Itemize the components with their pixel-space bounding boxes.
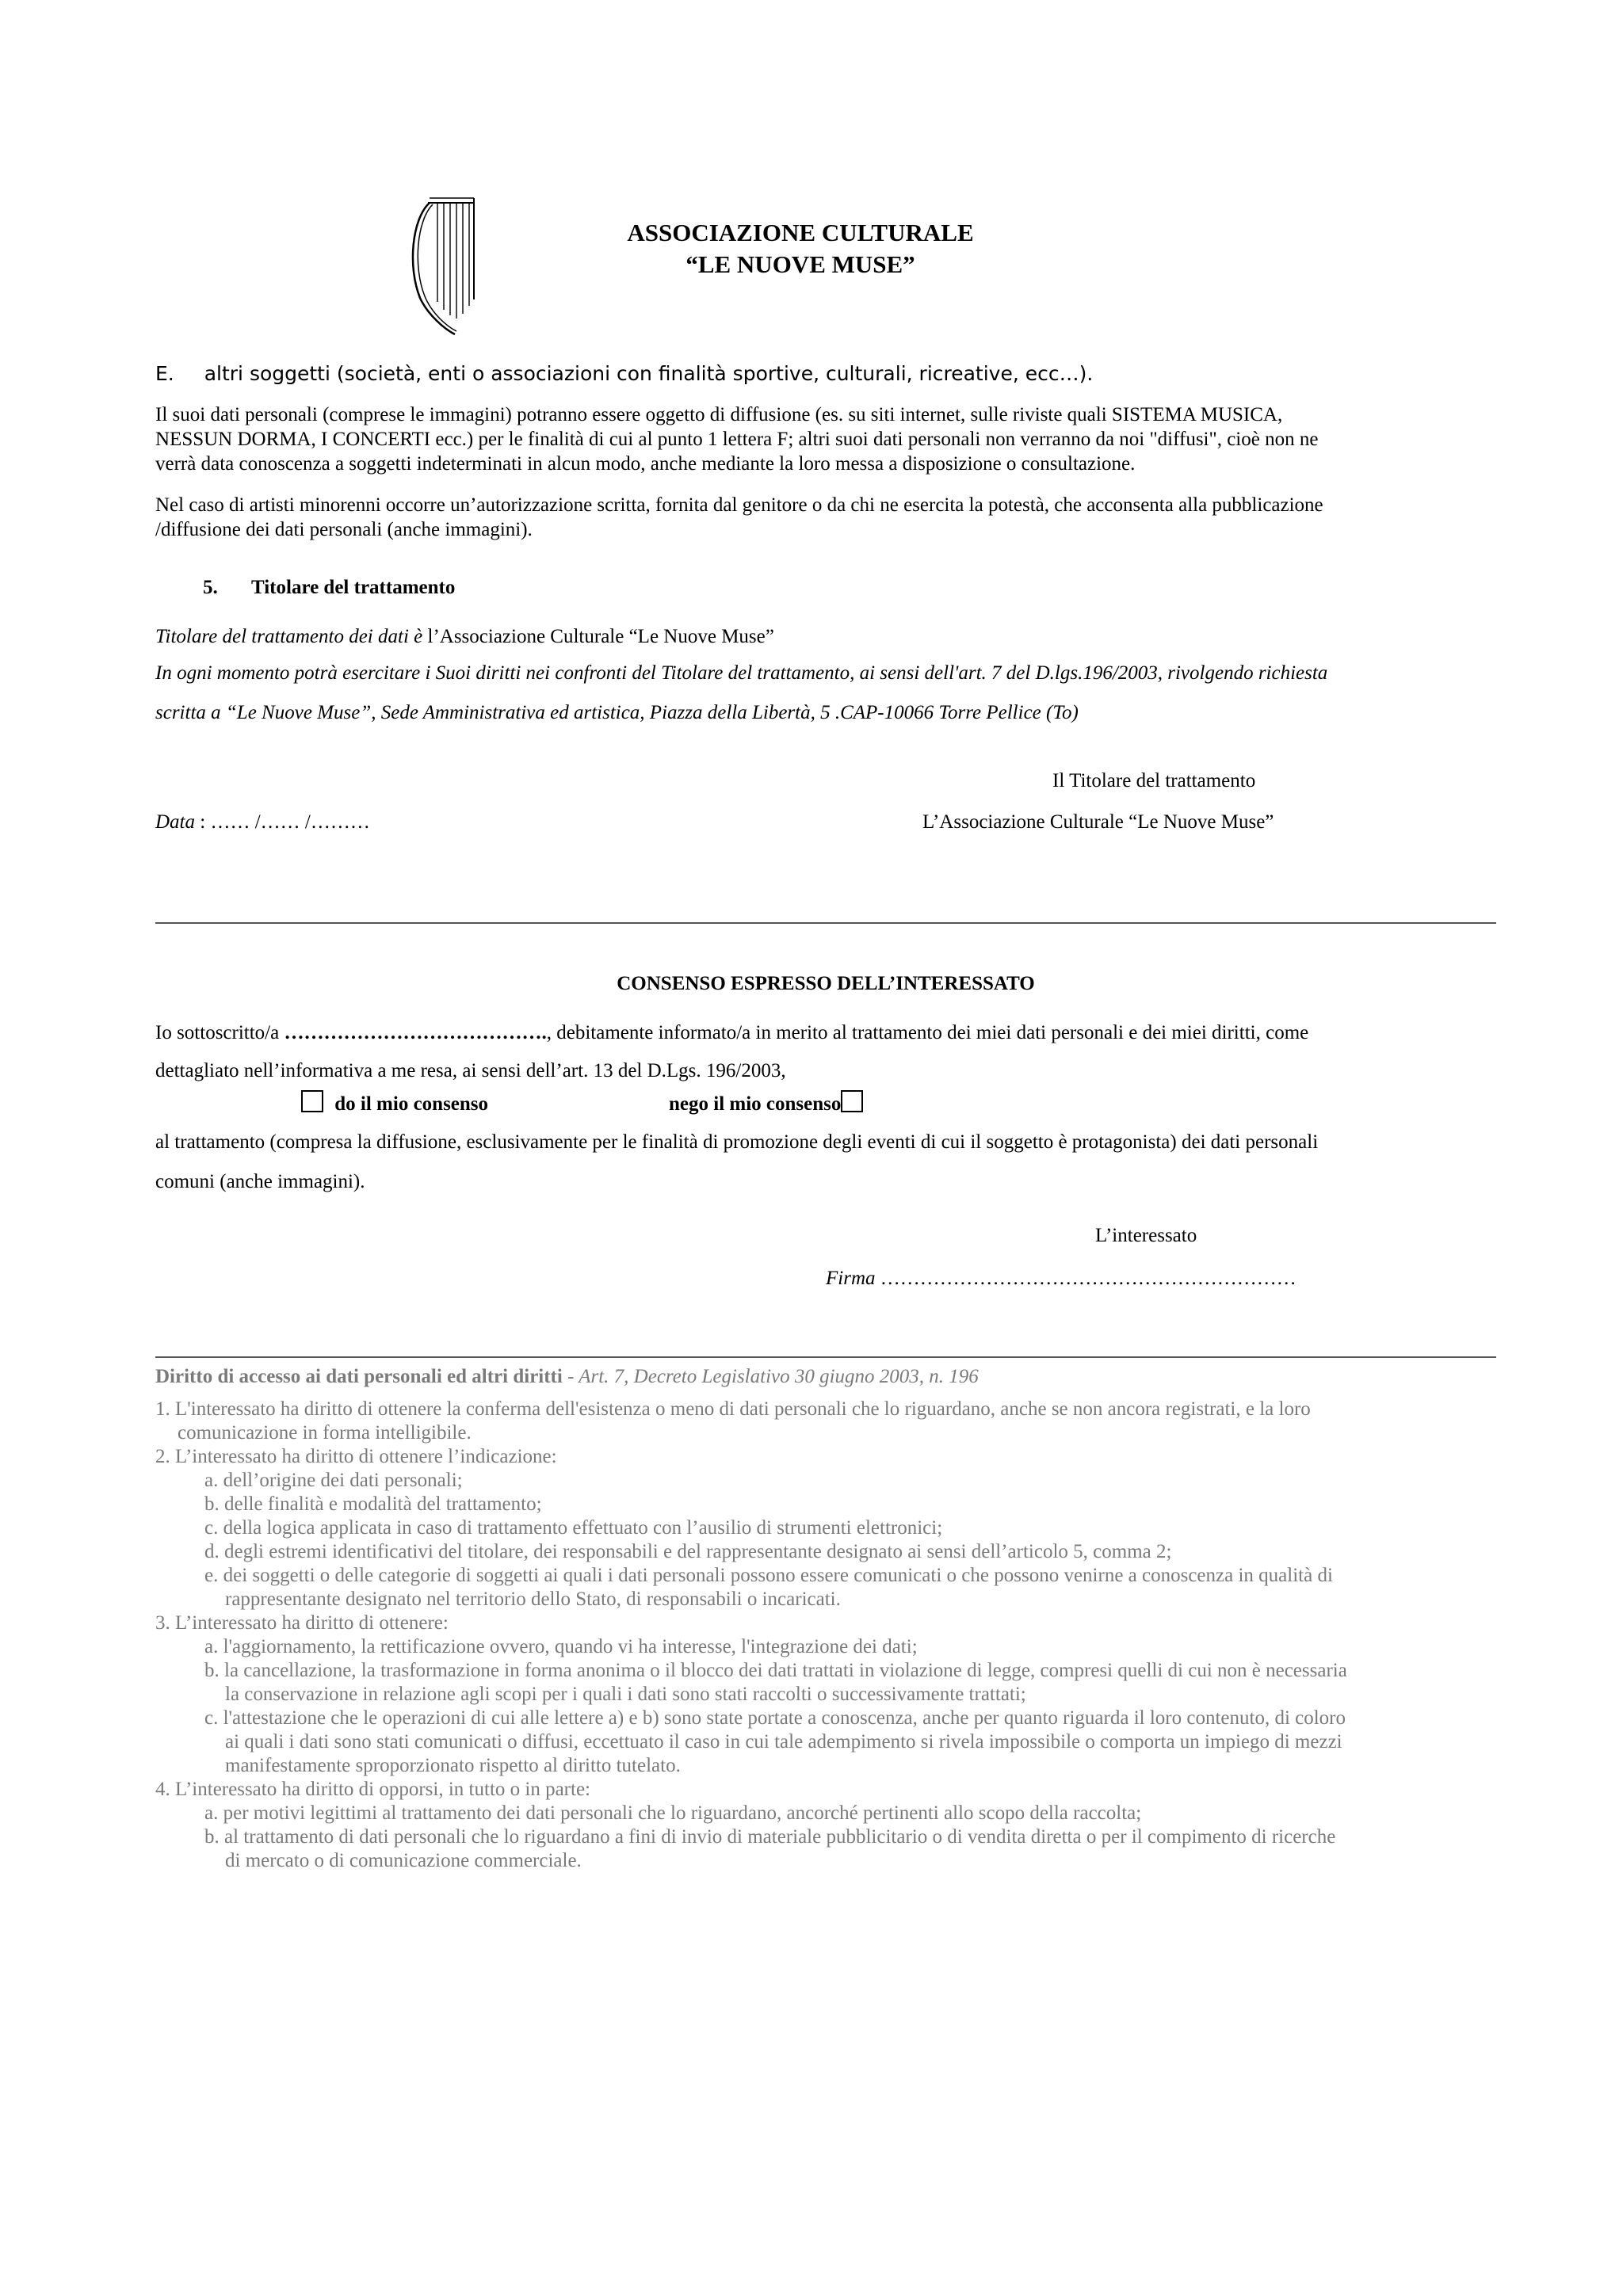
list-item: 3. L’interessato ha diritto di ottenere: <box>155 1612 449 1634</box>
firma-dots[interactable]: ……………………………………………………… <box>875 1268 1296 1289</box>
section-5-number: 5. <box>203 577 218 598</box>
section-5-heading <box>203 575 455 600</box>
section-5-line-3: scritta a “Le Nuove Muse”, Sede Amministrativa ed artistica, Piazza della Libertà, 5 .CAP-10066 Torre Pellice (To) <box>155 702 1079 723</box>
date-label: Data <box>155 811 195 833</box>
paragraph-line: verrà data conoscenza a soggetti indeterminati in alcun modo, anche mediante la loro messa a disposizione o consultazione. <box>155 453 1136 475</box>
section-5-line-2: In ogni momento potrà esercitare i Suoi diritti nei confronti del Titolare del trattamento, ai sensi dell'art. 7 del D.lgs.196/2003, rivolgendo richiesta <box>155 662 1328 684</box>
association-signature: L’Associazione Culturale “Le Nuove Muse” <box>922 811 1274 833</box>
rights-heading <box>155 1364 979 1389</box>
consent-no-label: nego il mio consenso <box>669 1093 842 1115</box>
consent-options <box>301 1090 488 1116</box>
list-item: 2. L’interessato ha diritto di ottenere l’indicazione: <box>155 1446 557 1467</box>
association-title <box>555 217 1046 280</box>
paragraph-diffusione <box>155 402 1318 476</box>
list-item: comunicazione in forma intelligibile. <box>178 1422 472 1444</box>
harp-icon <box>406 195 477 336</box>
title-line-2: “LE NUOVE MUSE” <box>685 250 915 278</box>
consent-no-option <box>669 1090 863 1116</box>
list-item: manifestamente sproporzionato rispetto al diritto tutelato. <box>225 1755 681 1776</box>
firma-label: Firma <box>826 1268 876 1289</box>
date-line <box>155 810 370 834</box>
section-e-marker: E. <box>155 362 174 385</box>
consent-no-checkbox[interactable] <box>841 1090 863 1112</box>
list-item: b. delle finalità e modalità del trattamento; <box>204 1493 542 1515</box>
logo <box>406 195 477 336</box>
consent-heading: CONSENSO ESPRESSO DELL’INTERESSATO <box>617 973 1035 994</box>
list-item: 1. L'interessato ha diritto di ottenere la conferma dell'esistenza o meno di dati personali che lo riguardano, anche se non ancora registrati, e la loro <box>155 1398 1311 1420</box>
list-item: c. l'attestazione che le operazioni di cui alle lettere a) e b) sono state portate a conoscenza, anche per quanto riguarda il loro contenuto, di coloro <box>204 1707 1346 1729</box>
section-e <box>155 361 1093 387</box>
consent-intro-rest: , debitamente informato/a in merito al trattamento dei miei dati personali e dei miei diritti, come <box>546 1022 1309 1043</box>
divider-1 <box>155 922 1496 924</box>
list-item: a. l'aggiornamento, la rettificazione ovvero, quando vi ha interesse, l'integrazione dei dati; <box>204 1636 918 1657</box>
consent-intro-prefix: Io sottoscritto/a <box>155 1022 285 1043</box>
titolare-label: Titolare del trattamento dei dati è <box>155 626 423 647</box>
consent-intro-line-2: dettagliato nell’informativa a me resa, ai sensi dell’art. 13 del D.Lgs. 196/2003, <box>155 1060 786 1081</box>
consent-purpose-line-1: al trattamento (compresa la diffusione, esclusivamente per le finalità di promozione degli eventi di cui il soggetto è protagonista) dei dati personali <box>155 1131 1319 1153</box>
name-dots[interactable]: …………………………………. <box>284 1022 547 1043</box>
titolare-name: l’Associazione Culturale “Le Nuove Muse” <box>422 626 774 647</box>
consent-yes-checkbox[interactable] <box>301 1090 323 1112</box>
paragraph-minorenni <box>155 493 1323 542</box>
consent-yes-label: do il mio consenso <box>334 1093 489 1115</box>
list-item: c. della logica applicata in caso di trattamento effettuato con l’ausilio di strumenti elettronici; <box>204 1517 943 1539</box>
interessato-label: L’interessato <box>1095 1225 1197 1246</box>
section-5-title: Titolare del trattamento <box>251 577 456 598</box>
list-item: d. degli estremi identificativi del titolare, dei responsabili e del rappresentante designato ai sensi dell’articolo 5, comma 2; <box>204 1541 1172 1562</box>
rights-heading-ref: - Art. 7, Decreto Legislativo 30 giugno 2003, n. 196 <box>562 1366 979 1387</box>
list-item: b. al trattamento di dati personali che lo riguardano a fini di invio di materiale pubblicitario o di vendita diretta o per il compimento di ricerche <box>204 1826 1336 1848</box>
consent-intro <box>155 1020 1308 1045</box>
consent-purpose-line-2: comuni (anche immagini). <box>155 1171 365 1192</box>
list-item: di mercato o di comunicazione commerciale. <box>225 1850 582 1871</box>
list-item: la conservazione in relazione agli scopi per i quali i dati sono stati raccolti o successivamente trattati; <box>225 1684 1026 1705</box>
list-item: 4. L’interessato ha diritto di opporsi, in tutto o in parte: <box>155 1779 590 1800</box>
paragraph-line: Nel caso di artisti minorenni occorre un’autorizzazione scritta, fornita dal genitore o da chi ne esercita la potestà, che acconsenta alla pubblicazione <box>155 494 1323 516</box>
list-item: ai quali i dati sono stati comunicati o diffusi, eccettuato il caso in cui tale adempimento si rivela impossibile o comporta un impiego di mezzi <box>225 1731 1342 1753</box>
list-item: b. la cancellazione, la trasformazione in forma anonima o il blocco dei dati trattati in violazione di legge, compresi quelli di cui non è necessaria <box>204 1660 1347 1681</box>
paragraph-line: Il suoi dati personali (comprese le immagini) potranno essere oggetto di diffusione (es. su siti internet, sulle riviste quali SISTEMA MUSICA, <box>155 404 1283 425</box>
list-item: rappresentante designato nel territorio dello Stato, di responsabili o incaricati. <box>225 1589 841 1610</box>
titolare-signature-title: Il Titolare del trattamento <box>1052 770 1256 791</box>
section-5-line-1 <box>155 624 774 649</box>
paragraph-line: /diffusione dei dati personali (anche immagini). <box>155 519 533 540</box>
divider-2 <box>155 1356 1496 1358</box>
title-line-1: ASSOCIAZIONE CULTURALE <box>627 219 974 246</box>
rights-heading-title: Diritto di accesso ai dati personali ed altri diritti <box>155 1366 563 1387</box>
date-value: : …… /…… /……… <box>195 811 370 833</box>
rights-list <box>155 1398 1347 1873</box>
list-item: a. per motivi legittimi al trattamento dei dati personali che lo riguardano, ancorché pertinenti allo scopo della raccolta; <box>204 1802 1142 1824</box>
signature-line <box>826 1266 1296 1291</box>
list-item: e. dei soggetti o delle categorie di soggetti ai quali i dati personali possono essere comunicati o che possono venirne a conoscenza in qualità di <box>204 1565 1333 1586</box>
section-e-text: altri soggetti (società, enti o associazioni con finalità sportive, culturali, ricreative, ecc…). <box>204 362 1094 385</box>
list-item: a. dell’origine dei dati personali; <box>204 1470 463 1491</box>
paragraph-line: NESSUN DORMA, I CONCERTI ecc.) per le finalità di cui al punto 1 lettera F; altri suoi dati personali non verranno da noi "diffusi", cioè non ne <box>155 429 1319 450</box>
